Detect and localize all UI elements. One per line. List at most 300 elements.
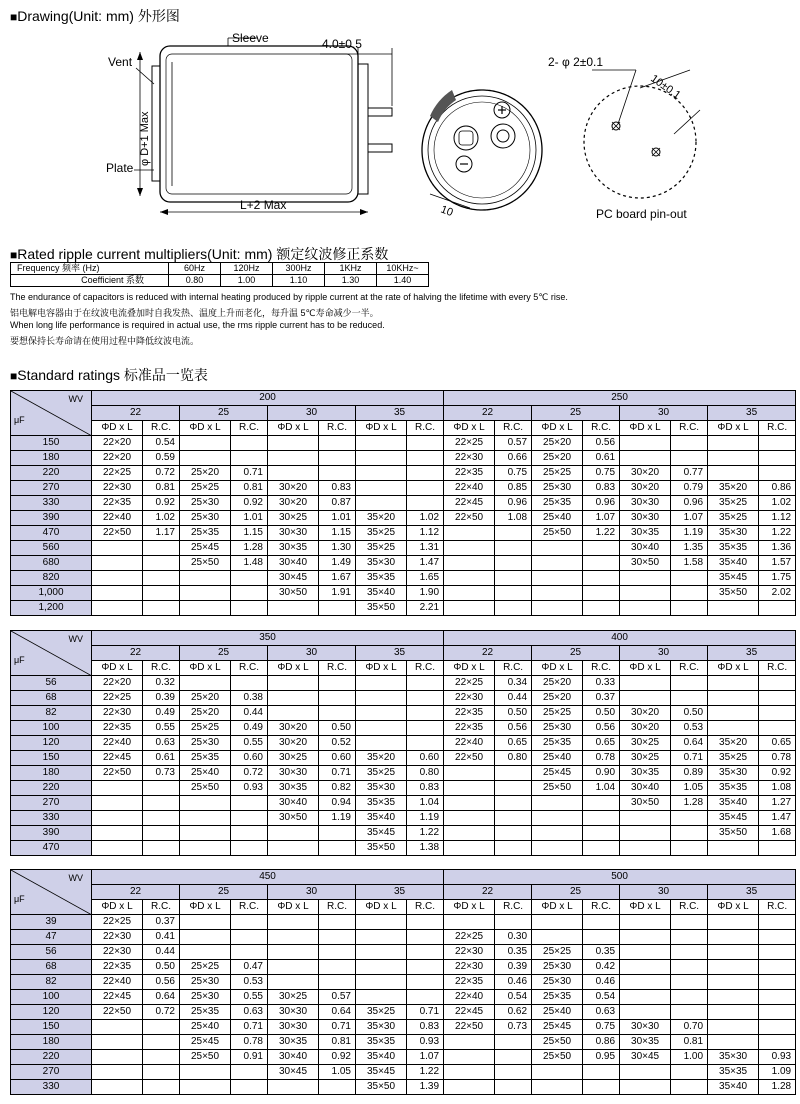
ripple-current-cell: 1.90: [407, 586, 444, 601]
ripple-current-cell: 1.75: [759, 571, 796, 586]
wv-uf-corner: WV μF: [11, 631, 92, 676]
ripple-current-cell: 0.96: [671, 496, 708, 511]
size-cell: [444, 915, 495, 930]
size-cell: [620, 601, 671, 616]
capacitance-cell: 220: [11, 781, 92, 796]
ripple-current-cell: 1.12: [407, 526, 444, 541]
size-cell: 35×35: [708, 541, 759, 556]
size-cell: [708, 1005, 759, 1020]
ripple-current-cell: 0.34: [495, 676, 532, 691]
size-cell: 25×30: [532, 481, 583, 496]
size-cell: [180, 796, 231, 811]
size-cell: [620, 691, 671, 706]
ripple-current-cell: [231, 796, 268, 811]
size-cell: 35×45: [708, 571, 759, 586]
capacitance-cell: 150: [11, 436, 92, 451]
size-cell: 30×30: [268, 526, 319, 541]
size-cell: [620, 811, 671, 826]
ripple-current-cell: [231, 915, 268, 930]
size-cell: 22×30: [444, 960, 495, 975]
wv-uf-corner: WV μF: [11, 391, 92, 436]
size-cell: [444, 526, 495, 541]
ripple-current-cell: 0.35: [495, 945, 532, 960]
size-cell: 22×25: [444, 676, 495, 691]
size-cell: 35×30: [708, 1050, 759, 1065]
size-cell: [356, 945, 407, 960]
ripple-current-cell: [671, 811, 708, 826]
size-cell: 30×25: [620, 736, 671, 751]
size-cell: [268, 466, 319, 481]
rc-subheader: R.C.: [671, 421, 708, 436]
coefficient-header: Coefficient 系数: [11, 275, 169, 287]
ripple-current-cell: 0.39: [143, 691, 180, 706]
size-cell: 22×45: [444, 1005, 495, 1020]
ripple-current-cell: 0.56: [583, 721, 620, 736]
size-cell: [532, 796, 583, 811]
ripple-current-cell: [319, 975, 356, 990]
ripple-table: [10, 262, 429, 287]
ripple-current-cell: [143, 811, 180, 826]
size-cell: 22×30: [92, 481, 143, 496]
size-cell: [708, 915, 759, 930]
dimension-subheader: ΦD x L: [708, 661, 759, 676]
size-cell: [532, 571, 583, 586]
capacitance-cell: 560: [11, 541, 92, 556]
ripple-current-cell: [407, 975, 444, 990]
size-cell: 30×50: [620, 796, 671, 811]
size-cell: 25×40: [180, 766, 231, 781]
ripple-current-cell: [407, 436, 444, 451]
ripple-current-cell: [231, 586, 268, 601]
ripple-current-cell: 0.55: [143, 721, 180, 736]
rc-subheader: R.C.: [231, 900, 268, 915]
ripple-current-cell: [583, 841, 620, 856]
drawing-title: ■Drawing(Unit: mm) 外形图: [10, 8, 180, 24]
ripple-current-cell: 0.87: [319, 496, 356, 511]
rc-subheader: R.C.: [495, 661, 532, 676]
size-cell: 30×50: [268, 811, 319, 826]
ripple-current-cell: 0.64: [319, 1005, 356, 1020]
size-cell: [268, 915, 319, 930]
frequency-cell: 10KHz~: [377, 263, 429, 275]
ripple-current-cell: [143, 1035, 180, 1050]
capacitance-cell: 1,200: [11, 601, 92, 616]
rc-subheader: R.C.: [319, 661, 356, 676]
size-cell: 35×50: [356, 1080, 407, 1095]
ripple-current-cell: [583, 571, 620, 586]
size-cell: [444, 796, 495, 811]
ripple-current-cell: 0.81: [143, 481, 180, 496]
size-cell: 25×30: [180, 975, 231, 990]
case-diameter-header: 30: [268, 406, 356, 421]
size-cell: 22×35: [444, 466, 495, 481]
case-diameter-header: 22: [444, 406, 532, 421]
size-cell: [356, 915, 407, 930]
ripple-current-cell: [407, 915, 444, 930]
rc-subheader: R.C.: [407, 661, 444, 676]
size-cell: [268, 841, 319, 856]
size-cell: 22×30: [92, 930, 143, 945]
ripple-current-cell: 0.91: [231, 1050, 268, 1065]
capacitance-cell: 470: [11, 526, 92, 541]
size-cell: 25×30: [180, 736, 231, 751]
ripple-current-cell: [759, 945, 796, 960]
size-cell: 22×35: [444, 975, 495, 990]
ripple-current-cell: 1.07: [671, 511, 708, 526]
ripple-current-cell: 1.91: [319, 586, 356, 601]
size-cell: [356, 451, 407, 466]
size-cell: [268, 1080, 319, 1095]
capacitance-cell: 470: [11, 841, 92, 856]
ripple-current-cell: 0.54: [143, 436, 180, 451]
ripple-current-cell: 0.89: [671, 766, 708, 781]
ripple-current-cell: 0.81: [231, 481, 268, 496]
size-cell: 30×20: [268, 721, 319, 736]
size-cell: 25×50: [180, 556, 231, 571]
ripple-current-cell: [231, 945, 268, 960]
table-row: [11, 945, 796, 960]
ripple-current-cell: 1.22: [759, 526, 796, 541]
ripple-current-cell: [143, 796, 180, 811]
ripple-current-cell: [407, 496, 444, 511]
dimension-subheader: ΦD x L: [92, 661, 143, 676]
ripple-current-cell: 1.17: [143, 526, 180, 541]
size-cell: 22×45: [92, 751, 143, 766]
ripple-current-cell: [671, 841, 708, 856]
size-cell: [444, 766, 495, 781]
dimension-subheader: ΦD x L: [444, 421, 495, 436]
ripple-current-cell: 0.73: [495, 1020, 532, 1035]
table-row: [11, 796, 796, 811]
dimension-subheader: ΦD x L: [180, 421, 231, 436]
size-cell: [180, 1065, 231, 1080]
table-row: [11, 511, 796, 526]
ripple-current-cell: [407, 691, 444, 706]
size-cell: 25×50: [532, 781, 583, 796]
size-cell: [620, 915, 671, 930]
ripple-current-cell: 0.95: [583, 1050, 620, 1065]
size-cell: [92, 556, 143, 571]
size-cell: 30×20: [620, 466, 671, 481]
size-cell: 30×40: [268, 796, 319, 811]
case-diameter-header: 22: [92, 885, 180, 900]
ripple-current-cell: 0.93: [759, 1050, 796, 1065]
size-cell: [92, 1050, 143, 1065]
size-cell: 30×30: [268, 1005, 319, 1020]
size-cell: 35×20: [356, 511, 407, 526]
ripple-current-cell: [583, 1065, 620, 1080]
size-cell: 30×20: [620, 481, 671, 496]
ripple-current-cell: 0.83: [319, 481, 356, 496]
ripple-current-cell: 0.92: [143, 496, 180, 511]
size-cell: [620, 930, 671, 945]
ripple-current-cell: 0.73: [143, 766, 180, 781]
ripple-current-cell: [231, 841, 268, 856]
capacitance-cell: 180: [11, 451, 92, 466]
size-cell: 22×50: [444, 751, 495, 766]
size-cell: [268, 436, 319, 451]
ripple-current-cell: [319, 466, 356, 481]
size-cell: [92, 841, 143, 856]
frequency-cell: 1KHz: [325, 263, 377, 275]
ripple-current-cell: [319, 601, 356, 616]
size-cell: [444, 811, 495, 826]
ripple-current-cell: 0.71: [231, 1020, 268, 1035]
capacitance-cell: 330: [11, 1080, 92, 1095]
ripple-current-cell: [671, 960, 708, 975]
ripple-current-cell: 1.04: [407, 796, 444, 811]
ripple-current-cell: 0.50: [319, 721, 356, 736]
ripple-current-cell: 0.63: [583, 1005, 620, 1020]
voltage-header: 250: [444, 391, 796, 406]
size-cell: 22×40: [444, 481, 495, 496]
case-diameter-header: 25: [180, 406, 268, 421]
ripple-current-cell: [143, 541, 180, 556]
capacitance-cell: 330: [11, 811, 92, 826]
size-cell: [268, 826, 319, 841]
coefficient-cell: 1.30: [325, 275, 377, 287]
size-cell: 30×30: [620, 1020, 671, 1035]
ripple-current-cell: [407, 451, 444, 466]
size-cell: 25×35: [180, 1005, 231, 1020]
ripple-current-cell: [143, 601, 180, 616]
size-cell: [620, 945, 671, 960]
size-cell: 22×40: [92, 975, 143, 990]
size-cell: [532, 541, 583, 556]
ripple-current-cell: 0.50: [583, 706, 620, 721]
table-row: [11, 751, 796, 766]
size-cell: [708, 975, 759, 990]
ripple-current-cell: 0.62: [495, 1005, 532, 1020]
size-cell: [92, 541, 143, 556]
size-cell: [708, 601, 759, 616]
frequency-cell: 120Hz: [221, 263, 273, 275]
ripple-current-cell: [671, 451, 708, 466]
size-cell: 22×30: [92, 706, 143, 721]
capacitance-cell: 68: [11, 960, 92, 975]
table-row: [11, 706, 796, 721]
size-cell: [356, 930, 407, 945]
frequency-header: Frequency 频率 (Hz): [11, 263, 169, 275]
ripple-current-cell: 0.50: [671, 706, 708, 721]
ripple-current-cell: 0.77: [671, 466, 708, 481]
pcb-label: PC board pin-out: [596, 207, 687, 221]
ripple-current-cell: [583, 586, 620, 601]
table-row: [11, 990, 796, 1005]
case-diameter-header: 35: [708, 885, 796, 900]
size-cell: 25×40: [532, 751, 583, 766]
size-cell: [620, 990, 671, 1005]
rc-subheader: R.C.: [495, 900, 532, 915]
ripple-current-cell: [495, 526, 532, 541]
size-cell: [708, 721, 759, 736]
size-cell: 35×25: [708, 511, 759, 526]
size-cell: 35×40: [356, 811, 407, 826]
table-row: [11, 1020, 796, 1035]
coefficient-cell: 0.80: [169, 275, 221, 287]
length-label: L+2 Max: [240, 198, 287, 212]
ripple-current-cell: 1.67: [319, 571, 356, 586]
capacitance-cell: 68: [11, 691, 92, 706]
ripple-current-cell: 0.71: [671, 751, 708, 766]
ripple-current-cell: [143, 556, 180, 571]
ripple-current-cell: [759, 1020, 796, 1035]
vent-label: Vent: [108, 55, 133, 69]
size-cell: 35×30: [356, 1020, 407, 1035]
ripple-current-cell: [495, 915, 532, 930]
ripple-current-cell: 0.75: [495, 466, 532, 481]
ripple-current-cell: [759, 975, 796, 990]
size-cell: [268, 975, 319, 990]
dimension-subheader: ΦD x L: [620, 421, 671, 436]
size-cell: [532, 1065, 583, 1080]
ripple-current-cell: 0.83: [407, 1020, 444, 1035]
size-cell: 22×35: [444, 706, 495, 721]
ripple-current-cell: [319, 1080, 356, 1095]
ripple-current-cell: 0.72: [143, 466, 180, 481]
dimension-subheader: ΦD x L: [532, 661, 583, 676]
size-cell: [92, 826, 143, 841]
ripple-current-cell: 1.39: [407, 1080, 444, 1095]
size-cell: [708, 930, 759, 945]
ripple-current-cell: [495, 811, 532, 826]
case-diameter-header: 35: [708, 646, 796, 661]
size-cell: [620, 841, 671, 856]
size-cell: 35×45: [356, 826, 407, 841]
frequency-cell: 60Hz: [169, 263, 221, 275]
ripple-current-cell: 0.71: [319, 1020, 356, 1035]
ripple-current-cell: 1.15: [319, 526, 356, 541]
size-cell: [444, 601, 495, 616]
ripple-current-cell: 0.78: [231, 1035, 268, 1050]
size-cell: 30×35: [620, 766, 671, 781]
size-cell: [444, 1080, 495, 1095]
case-diameter-header: 22: [444, 646, 532, 661]
size-cell: [92, 601, 143, 616]
size-cell: 35×50: [708, 826, 759, 841]
size-cell: 25×25: [532, 466, 583, 481]
size-cell: [356, 436, 407, 451]
size-cell: [444, 556, 495, 571]
ripple-current-cell: [759, 960, 796, 975]
size-cell: 25×35: [532, 990, 583, 1005]
size-cell: [268, 601, 319, 616]
case-diameter-header: 22: [92, 406, 180, 421]
table-row: [11, 781, 796, 796]
size-cell: [356, 736, 407, 751]
capacitance-cell: 180: [11, 1035, 92, 1050]
ripple-current-cell: [759, 451, 796, 466]
ripple-current-cell: 0.46: [583, 975, 620, 990]
size-cell: [708, 1035, 759, 1050]
ripple-current-cell: [583, 601, 620, 616]
size-cell: 30×20: [268, 496, 319, 511]
case-diameter-header: 30: [620, 646, 708, 661]
ripple-current-cell: 1.04: [583, 781, 620, 796]
case-diameter-header: 25: [532, 646, 620, 661]
ripple-current-cell: 1.22: [407, 826, 444, 841]
size-cell: 35×45: [708, 811, 759, 826]
capacitance-cell: 56: [11, 945, 92, 960]
size-cell: 25×20: [532, 436, 583, 451]
size-cell: [92, 811, 143, 826]
case-diameter-header: 35: [356, 646, 444, 661]
ripple-current-cell: 0.37: [583, 691, 620, 706]
ripple-current-cell: [407, 945, 444, 960]
capacitance-cell: 680: [11, 556, 92, 571]
size-cell: [92, 586, 143, 601]
ripple-current-cell: 1.12: [759, 511, 796, 526]
ripple-current-cell: 1.02: [143, 511, 180, 526]
size-cell: 35×30: [708, 766, 759, 781]
table-row: [11, 915, 796, 930]
ripple-current-cell: 1.19: [671, 526, 708, 541]
ripple-current-cell: [759, 436, 796, 451]
capacitance-cell: 100: [11, 990, 92, 1005]
ripple-current-cell: 1.19: [407, 811, 444, 826]
dimension-subheader: ΦD x L: [92, 900, 143, 915]
ripple-current-cell: 0.71: [231, 466, 268, 481]
voltage-header: 500: [444, 870, 796, 885]
size-cell: [532, 601, 583, 616]
ripple-current-cell: [231, 930, 268, 945]
ratings-title: ■Standard ratings 标准品一览表: [10, 367, 208, 383]
ripple-current-cell: 0.41: [143, 930, 180, 945]
size-cell: 25×25: [532, 945, 583, 960]
size-cell: 35×50: [356, 601, 407, 616]
size-cell: 25×35: [180, 751, 231, 766]
size-cell: 30×30: [620, 496, 671, 511]
capacitance-cell: 100: [11, 721, 92, 736]
ripple-current-cell: [671, 601, 708, 616]
size-cell: [180, 811, 231, 826]
size-cell: 35×25: [356, 526, 407, 541]
ripple-current-cell: 0.83: [407, 781, 444, 796]
capacitance-cell: 820: [11, 571, 92, 586]
ripple-current-cell: 1.38: [407, 841, 444, 856]
size-cell: [268, 706, 319, 721]
size-cell: 30×45: [268, 1065, 319, 1080]
size-cell: 22×50: [444, 511, 495, 526]
table-row: [11, 930, 796, 945]
ripple-current-cell: [495, 766, 532, 781]
ripple-current-cell: 1.22: [407, 1065, 444, 1080]
ripple-current-cell: 1.27: [759, 796, 796, 811]
ripple-current-cell: [671, 826, 708, 841]
pin-hole-label: 2- φ 2±0.1: [548, 55, 604, 69]
ripple-current-cell: 1.19: [319, 811, 356, 826]
rc-subheader: R.C.: [407, 900, 444, 915]
ripple-current-cell: [407, 676, 444, 691]
size-cell: 30×25: [620, 751, 671, 766]
rc-subheader: R.C.: [231, 661, 268, 676]
capacitance-cell: 47: [11, 930, 92, 945]
size-cell: [356, 721, 407, 736]
ripple-current-cell: 1.09: [759, 1065, 796, 1080]
ripple-current-cell: 0.44: [231, 706, 268, 721]
size-cell: 22×30: [444, 691, 495, 706]
ripple-current-cell: [671, 1080, 708, 1095]
size-cell: 25×50: [532, 526, 583, 541]
ripple-current-cell: [495, 556, 532, 571]
ripple-current-cell: 0.50: [495, 706, 532, 721]
dimension-subheader: ΦD x L: [180, 661, 231, 676]
ripple-current-cell: 0.92: [759, 766, 796, 781]
capacitance-cell: 120: [11, 736, 92, 751]
ratings-table-1: [10, 390, 790, 616]
capacitance-cell: 1,000: [11, 586, 92, 601]
ripple-current-cell: 0.37: [143, 915, 180, 930]
